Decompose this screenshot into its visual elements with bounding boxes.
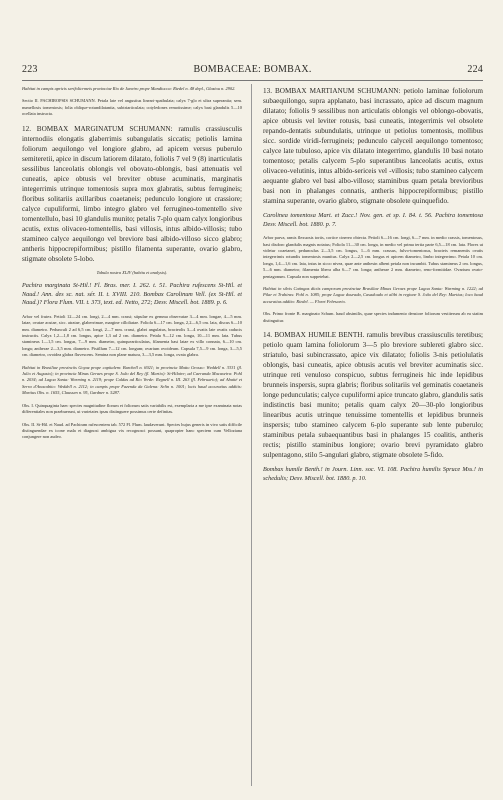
- species-12-obs-1: Obs. I. Quinquaginta haec species magnitudine florum et foliorum satis variabilis est, exemplaria a me ipse examinata notas differentiales non praebuerunt, ut varietates ipsas distinguere possimus certe definitas.: [22, 402, 242, 415]
- species-13-description: 13. BOMBAX MARTIANUM SCHUMANN: petiolo laminae foliolorum subaequilongo, supra applanato, basi incrassato, apice ad discum magnum dilatato; foliolis 9 sessilibus non articulatis oblongis vel oblongo-obovatis, apice obtusis vel leviter rotusis, basi cuneatis, integerrimis vel obsolete repando-dentatis subundulatis, utrinque ut petiolus tomentosis, mollibus sicc. sordide viridi-ferrugineis; pedunculo calyceil aequilongo tomentoso; calyce late tubuloso, apice vix dilatato integerrimo, glandulis 10 basi notato tomentoso; petalis calycem 5-plo superantibus lanceolatis acutis, extus olivaceo-velutinis, intus albido-sericeis vel -villosis; tubo stamineo calycem aequante glabro vel basi albo-villoso; staminibus quam petala brevioribus basi non in phalanges connatis, antheris hippocrepiformibus; pistillo stamina superante, ovario glabro, stigmate obsolete quinquefido.: [263, 87, 483, 205]
- habitat-top: Habitat in campis apricis serifolicrmeis provinciae Rio de Janeiro prope Mandiocca: Riedel n. 48 depl., Glaziou n. 2902.: [22, 86, 236, 91]
- right-page-number: 224: [467, 64, 483, 75]
- species-12-synonyms: Pachira marginata St-Hil.! Fl. Bras. mer. I. 262. t. 51. Pachira rufescens St-Hil. et Naud.! Ann. des sc. nat. sér. II. t. XVIII. 210. Bombax Carolinum Vell. (ex St-Hil. et Naud.)? Flora Flum. VII. t. 373, text. ed. Netto, 272; Desv. Miscell. bot. 1889. p. 6.: [22, 282, 242, 307]
- species-13-morphology: Arbor parva, ramis flexuosis tortis, cortice cinereo obtecta. Petioli 6—16 cm. longi, 6—7 mm. in medio crassis, tomentosus, basi disdoro glandulis magnis notatus; Foliola 11—30 cm. longa, in medio vel prima tertia parte 6,5—18 cm. lata. Flores ut videtur coaetanei, pedunculus 2—3,5 cm. longus, 1—6 mm. crassus, fulvo-tomentosus, bracteis remanentis ovatis integerrimis rotundis tomentosis munitus. Calyx 2—2,5 cm. longus et apicem diametro, limbo integerrimo. Petala 10 cm. longa, 1,4—1,6 cm. lata, intus in sicco nivea, quae ante anthesin albent petala non incumbit. Tubus stamineus 2 cm. longus, 5—6 mm. diametro; filamenta libera alba 6—7 cm. longa; antherae 2 mm. diametro, reno-formitidae. Ovarium ovato-pentagonum. Capsula non suppetebat.: [263, 235, 483, 279]
- species-13-habitat: Habitat in silvis Catingas dictis camporum provinciae Brasiliae Minas Geraes prope Lagoa Santa: Warming n. 1222; ad Pilar et Trahiras: Pohl n. 1085; prope Lagoa dourada, Casadoudo et alibi in regione S. João del Rey: Martius; loco haud accuratius addito: Riedel. — Floret Februario.: [263, 286, 483, 304]
- right-column: [263, 86, 483, 786]
- species-13-synonyms: Carolinea tomentosa Mart. et Zucc.! Nov. gen. et sp. I. 84. t. 56. Pachira tomentosa Desv. Miscell. bot. 1880. p. 7.: [263, 212, 483, 228]
- tabula-reference: Tabula nostra XLIV (habitu et analysis).: [96, 269, 168, 275]
- species-12-morphology: Arbor vel frutex. Petioli 12—24 cm. longi, 2—4 mm. crassi; stipulae ex gemma observatae 3—4 mm. longae, 4—5 mm. latae, ovatae acutae, sicc. atratae, glaberrimae, margine cilloliatae. Foliola 6—17 cm. longa, 2,2—6,5 cm. lata, discus 6—10 mm. diametro. Pedunculi 2 ad 6,5 cm. longi, 2—7 mm. crassi, glabri angulatus, bracteolis 3—4 ovatis late ovatis caducis instructis. Calyx 1,2—1,8 cm. longus, apice 1,3 ad 2 cm. diametro. Petala 9—12 cm. longa, 10—11 mm. lata. Tubus stamineus 1—1,5 cm. longus, 7—9 mm. diametro, quinquearticulatus, filamenta basi latae ex villo connata, 6—10 cm. longa; antherae 2—3,5 mm. diametro. Pistillum 7—12 cm. longum; ovarium ovoideum. Capsula 7,5—9 cm. longa, 3—5,5 cm. diametro, ovoidea glabra fluvescens. Semina non plane matura, 3—3,5 mm. longa, ovata glabra.: [22, 313, 242, 358]
- running-header: [22, 64, 483, 78]
- species-14-synonyms: Bombax humile Benth.! in Journ. Linn. soc. VI. 108. Pachira humilis Spruce Mss.! in schedulis; Desv. Miscell. bot. 1880. p. 10.: [263, 466, 483, 482]
- left-column: [22, 86, 242, 786]
- left-page-number: 223: [22, 64, 38, 75]
- species-12-description: 12. BOMBAX MARGINATUM SCHUMANN: ramulis crassiusculis internodiis elongatis glaberrimis subangulatis siccatis; petiolis lamina foliorum aequilongo vel longiore glabro, ad apicem versus puberulo semiteretii, apice in discum latiorem dilatato, foliolis 7 vel 9 (8) inarticulatis sessilibus lanceolatis oblongis vel obovato-oblongis, basi attenuatis vel cuneatis, apice obtusis vel breviter obtuse acuminatis, marginatis integerrimis utrinque tomentosis supra mox glabratis, subtus ferrugineis; floribus solitariis axillaribus coaetaneis; pedunculo longiore ut crassiore; calyce cupuliformi, limbo integro glabro vel ferrugineo-tomentello sive tomentellulo, basi 10 glandulis munito; petalis 7-plo quam calyx longioribus acutis, extus olivaceo-tomentellis, basi villosis, intus albido-villosis; tubo stamineo calyce aequilongo vel breviore basi albido-villoso sicco glabro; antheris hippocrepiformibus; pistillo filamenta superante, ovario glabro, stigmate obsolete 5-lobo.: [22, 124, 242, 263]
- sectio-pachiropsis: Sectio II. PACHIROPSIS SCHUMANN. Petala late vel angustius lineari-spathulata; calyx 7-glo et ultra superantia; sem. numellosis tomentosis; folia oblique-rotundilatantia, subtriarticulata; cotyledones remotissime; calyx basi glandulis 5—10 ocellata instructa.: [22, 98, 242, 117]
- running-title: BOMBACEAE: BOMBAX.: [193, 64, 312, 75]
- species-12-habitat: Habitat in Brasiliae provinciis Goyaz prope capitalem: Burchell n. 6921; in provincia Matto Grosso: Weddell n. 3331 (fl. Julio et Augusto); in provincia Minas Geraes prope S. João del Rey (fl. Martio): St-Hilaire; ad Caeranda Macaxeira: Pohl n. 2034; ad Lagoa Santa: Warming n. 2119; prope Caldas ad Rio Verde: Regnell n. III. 263 (fl. Februario); ad Abaité et Serra d'Anacabito: Weddell n. 2112; in campis prope Fazenda da Galena: Selin n. 1001; locis haud accuratius additis: Martius Obs. n. 1655, Claussen n. 95, Gardner n. 5287.: [22, 364, 242, 396]
- species-13-obs: Obs. Primo fronte B. marginato Schum. haud absimilis, quae species indumento densiore foliorum vestiterum ab ea statim distinguitur.: [263, 311, 483, 323]
- column-divider: [251, 84, 252, 786]
- header-rule: [22, 80, 483, 81]
- species-14-description: 14. BOMBAX HUMILE BENTH. ramulis brevibus crassiusculis teretibus; petiolo quam lamina foliolorum 3—5 plo breviore sublereti glabro sicc. striatulo, basi subincrassato, apice vix dilatato; foliolis 3-nis petiolulatis oblongis, basi cuneatis, apice obtusis acutis vel breviter acuminatis sicc. utrinque reti venuloso conspicuo, subtus ferrugineis hic inde lepidibus brunneis inspersis, supra glabris; floribus solitariis vel geminatis coaetaneis longe pedunculatis; calyce cupuliformi apice truncato glabro, glandulis satis indistinctis basi munito; petalis quam calyx 20—30-plo longioribus linearibus acutis utrinque tenuissime tomentellis et lepidibus brunneis inspersis; tubo stamineo calycem 6-plo superante sub lente puberulo; staminibus petala subaequantibus basi in phalanges 15 coalitis, antheris rectis; pistillo staminibus longiore; ovario brevi pyramidato glabro sulpentagono, stilo 5-angulari glabro, stigmate obsolete 5-fido.: [263, 331, 483, 460]
- species-12-obs-2: Obs. II. St-Hil. et Naud. ad Pachiram rufescentem tab. 572 Fl. Flum. laudaverunt. Species hujus generis in vivo satis difficile distinguendae ex icone mala et diagnosi ambigua vix recognosci possunt, quapropter hanc speciem cum Velloziana conjungere non audeo.: [22, 421, 242, 440]
